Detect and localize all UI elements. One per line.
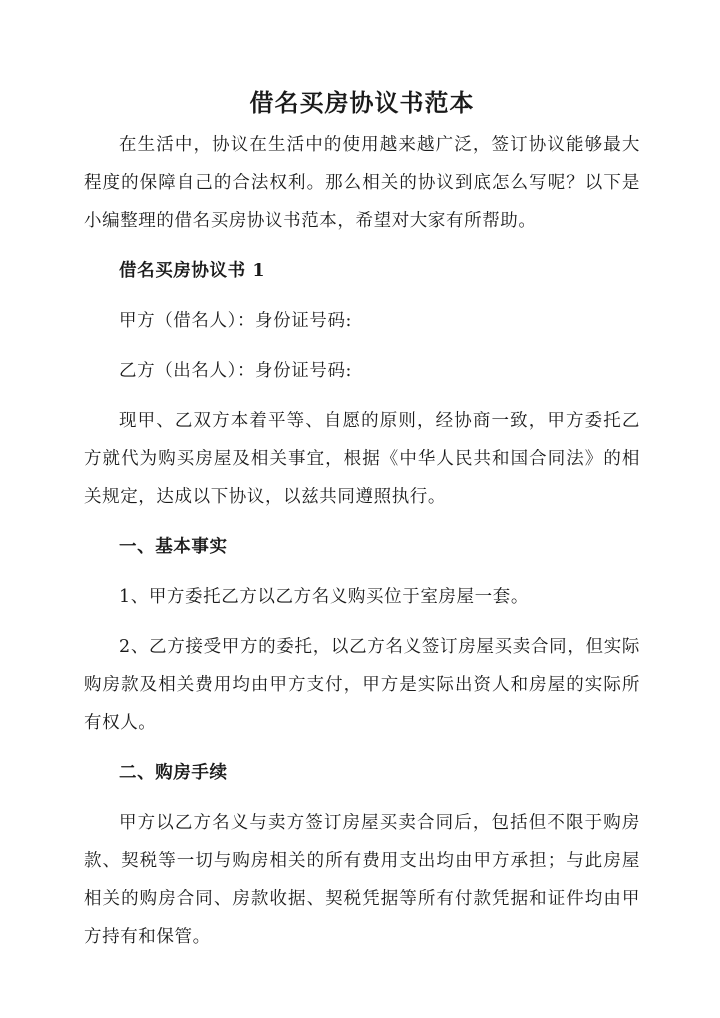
clause-fact-2: 2、乙方接受甲方的委托，以乙方名义签订房屋买卖合同，但实际购房款及相关费用均由甲方支付，甲方是实际出资人和房屋的实际所有权人。	[84, 637, 640, 733]
clause-procedures: 甲方以乙方名义与卖方签订房屋买卖合同后，包括但不限于购房款、契税等一切与购房相关的所有费用支出均由甲方承担；与此房屋相关的购房合同、房款收据、契税凭据等所有付款凭据和证件均由甲方持有和保管。	[84, 813, 640, 947]
section-heading-agreement-1: 借名买房协议书 1	[119, 261, 266, 281]
clause-fact-1: 1、甲方委托乙方以乙方名义购买位于室房屋一套。	[119, 587, 529, 607]
document-page	[84, 84, 640, 968]
section-heading-basic-facts: 一、基本事实	[119, 537, 228, 557]
party-b-line: 乙方（出名人）：身份证号码:	[119, 361, 353, 381]
party-a-line: 甲方（借名人）：身份证号码:	[119, 311, 353, 331]
intro-paragraph: 在生活中，协议在生活中的使用越来越广泛，签订协议能够最大程度的保障自己的合法权利。那么相关的协议到底怎么写呢？以下是小编整理的借名买房协议书范本，希望对大家有所帮助。	[84, 135, 640, 231]
section-heading-procedures: 二、购房手续	[119, 763, 228, 783]
document-title: 借名买房协议书范本	[249, 88, 475, 117]
preamble-paragraph: 现甲、乙双方本着平等、自愿的原则，经协商一致，甲方委托乙方就代为购买房屋及相关事宜，根据《中华人民共和国合同法》的相关规定，达成以下协议，以兹共同遵照执行。	[84, 411, 640, 507]
